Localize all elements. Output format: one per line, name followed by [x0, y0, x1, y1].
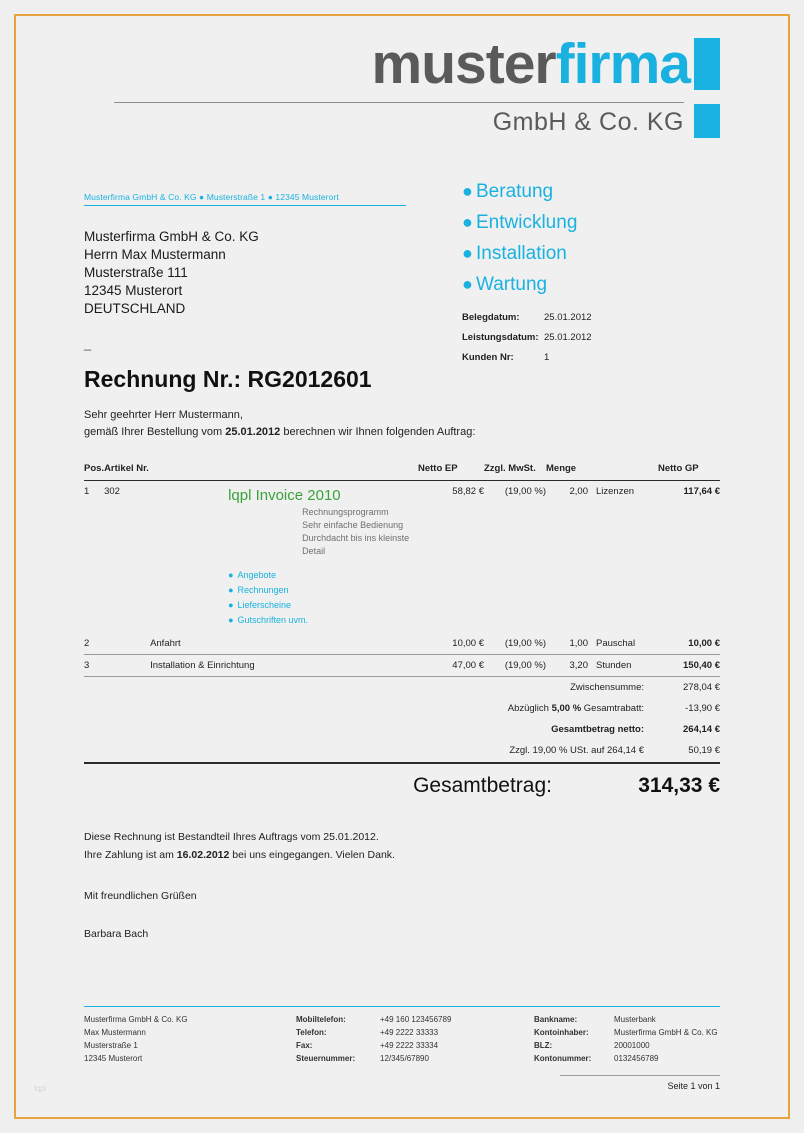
- footer-line: [296, 1039, 534, 1052]
- signature-name: Barbara Bach: [84, 928, 149, 940]
- letterhead: [84, 16, 720, 156]
- feature-label: Gutschriften uvm.: [237, 615, 309, 625]
- closing-text-b: bei uns eingegangen. Vielen Dank.: [229, 849, 395, 861]
- cell-article: 302: [104, 486, 120, 497]
- footer-line: Musterfirma GmbH & Co. KG: [84, 1015, 188, 1024]
- footer-line: Musterstraße 1: [84, 1041, 138, 1050]
- recipient-dash: _: [84, 336, 92, 351]
- bullet-icon: ●: [228, 600, 234, 610]
- table-row: [84, 481, 720, 634]
- totals-row: [84, 719, 720, 740]
- invoice-intro: [84, 407, 720, 441]
- footer-value: 20001000: [614, 1041, 650, 1050]
- bullet-icon: ●: [462, 212, 473, 232]
- bullet-icon: ●: [228, 570, 234, 580]
- meta-label: Kunden Nr:: [462, 352, 514, 363]
- footer-line: [296, 1013, 534, 1026]
- footer-value: +49 2222 33334: [380, 1041, 439, 1050]
- footer-contact-column: [296, 1013, 534, 1065]
- service-item: [462, 207, 577, 238]
- product-sub-line: Sehr einfache Bedienung: [302, 520, 404, 530]
- service-item: [462, 176, 577, 207]
- product-feature: [228, 598, 418, 613]
- discount-text-b: Gesamtrabatt:: [581, 703, 644, 714]
- footer-line: [296, 1052, 534, 1065]
- sender-address-line: Musterfirma GmbH & Co. KG ● Musterstraße 1 ● 12345 Musterort: [84, 192, 406, 206]
- intro-order-date: 25.01.2012: [225, 426, 281, 438]
- cell-netto-ep: 47,00 €: [418, 655, 484, 677]
- totals-value: 264,14 €: [683, 724, 720, 735]
- footer-line: 12345 Musterort: [84, 1054, 143, 1063]
- footer-value: Musterfirma GmbH & Co. KG: [614, 1028, 718, 1037]
- product-sub-line: Durchdacht bis ins kleinste Detail: [302, 533, 410, 556]
- cell-unit: Stunden: [588, 655, 658, 677]
- product-sub-line: Rechnungsprogramm: [302, 507, 389, 517]
- company-logo: [371, 32, 720, 96]
- footer-label: Telefon:: [296, 1028, 327, 1037]
- meta-label: Belegdatum:: [462, 312, 520, 323]
- cell-description: [150, 481, 418, 634]
- recipient-line-4: 12345 Musterort: [84, 283, 183, 298]
- service-label: Wartung: [476, 274, 548, 295]
- cell-netto-ep: 10,00 €: [418, 633, 484, 655]
- page-footer: [84, 1006, 720, 1065]
- footer-value: 0132456789: [614, 1054, 659, 1063]
- logo-divider: [114, 102, 684, 103]
- cell-netto-gp: 150,40 €: [658, 655, 720, 677]
- meta-row: [462, 348, 592, 368]
- table-header-row: [84, 463, 720, 481]
- cell-pos: 2: [84, 633, 104, 655]
- table-row: [84, 655, 720, 677]
- service-item: [462, 269, 577, 300]
- discount-percent: 5,00 %: [551, 703, 582, 714]
- footer-label: Steuernummer:: [296, 1054, 356, 1063]
- bullet-icon: ●: [462, 181, 473, 201]
- feature-label: Lieferscheine: [237, 600, 292, 610]
- footer-line: [534, 1013, 718, 1026]
- meta-row: [462, 328, 592, 348]
- footer-line: [296, 1026, 534, 1039]
- document-meta: [462, 308, 592, 368]
- cell-description: Installation & Einrichtung: [150, 655, 418, 677]
- totals-value: 50,19 €: [658, 740, 720, 763]
- totals-label: Zzgl. 19,00 % USt. auf 264,14 €: [84, 740, 658, 763]
- totals-row: [84, 698, 720, 719]
- footer-line: [534, 1039, 718, 1052]
- page-number: Seite 1 von 1: [560, 1075, 720, 1091]
- footer-value: 12/345/67890: [380, 1054, 429, 1063]
- footer-label: BLZ:: [534, 1041, 553, 1050]
- intro-text-a: gemäß Ihrer Bestellung vom: [84, 426, 226, 438]
- logo-text-secondary: firma: [555, 32, 690, 96]
- service-label: Beratung: [476, 181, 554, 202]
- totals-label: Zwischensumme:: [570, 682, 644, 693]
- grand-total-label: Gesamtbetrag:: [413, 774, 552, 797]
- intro-greeting: Sehr geehrter Herr Mustermann,: [84, 409, 243, 421]
- table-row: [84, 633, 720, 655]
- line-items-table: [84, 463, 720, 677]
- discount-text-a: Abzüglich: [507, 703, 552, 714]
- totals-value: 278,04 €: [683, 682, 720, 693]
- cell-description: Anfahrt: [150, 633, 418, 655]
- logo-square-accent-icon: [694, 104, 720, 138]
- recipient-line-1: Musterfirma GmbH & Co. KG: [84, 229, 259, 244]
- logo-square-icon: [694, 38, 720, 90]
- footer-line: Max Mustermann: [84, 1028, 146, 1037]
- invoice-sheet: [14, 14, 790, 1119]
- cell-menge: 1,00: [546, 633, 588, 655]
- totals-label: Gesamtbetrag netto:: [551, 724, 644, 735]
- recipient-line-5: DEUTSCHLAND: [84, 301, 186, 316]
- header-mwst: Zzgl. MwSt.: [484, 463, 546, 481]
- logo-subtitle: GmbH & Co. KG: [492, 108, 684, 136]
- footer-label: Bankname:: [534, 1015, 578, 1024]
- totals-table: [84, 677, 720, 764]
- cell-mwst: (19,00 %): [484, 633, 546, 655]
- footer-value: Musterbank: [614, 1015, 656, 1024]
- product-feature-list: [150, 568, 418, 628]
- footer-line: [534, 1026, 718, 1039]
- cell-unit: Lizenzen: [596, 486, 635, 497]
- closing-regards: Mit freundlichen Grüßen: [84, 890, 197, 902]
- recipient-line-2: Herrn Max Mustermann: [84, 247, 226, 262]
- footer-label: Mobiltelefon:: [296, 1015, 346, 1024]
- footer-line: [534, 1052, 718, 1065]
- cell-mwst: (19,00 %): [484, 655, 546, 677]
- footer-label: Fax:: [296, 1041, 313, 1050]
- meta-value: 25.01.2012: [544, 312, 592, 323]
- header-description: [150, 463, 418, 481]
- header-netto-ep: Netto EP: [418, 463, 484, 481]
- cell-pos: 1: [84, 486, 90, 497]
- footer-value: +49 160 123456789: [380, 1015, 452, 1024]
- feature-label: Angebote: [237, 570, 277, 580]
- grand-total-row: [84, 774, 720, 802]
- product-feature: [228, 613, 418, 628]
- intro-text-b: berechnen wir Ihnen folgenden Auftrag:: [280, 426, 476, 438]
- bullet-icon: ●: [462, 274, 473, 294]
- cell-article: [104, 655, 150, 677]
- footer-value: +49 2222 33333: [380, 1028, 439, 1037]
- cell-netto-gp: 10,00 €: [658, 633, 720, 655]
- meta-value: 1: [544, 352, 550, 363]
- logo-text-primary: muster: [371, 32, 556, 96]
- recipient-address: [84, 228, 259, 318]
- cell-mwst: (19,00 %): [504, 486, 546, 497]
- closing-line-2: [84, 846, 720, 864]
- grand-total-value: 314,33 €: [638, 774, 720, 797]
- cell-netto-ep: 58,82 €: [452, 486, 484, 497]
- header-article: Artikel Nr.: [104, 463, 150, 481]
- recipient-line-3: Musterstraße 111: [84, 265, 188, 280]
- product-name: lqpl Invoice 2010: [228, 487, 341, 504]
- meta-value: 25.01.2012: [544, 332, 592, 343]
- cell-unit: Pauschal: [588, 633, 658, 655]
- product-feature: [228, 583, 418, 598]
- cell-article: [104, 633, 150, 655]
- totals-row: [84, 677, 720, 698]
- closing-line-1: Diese Rechnung ist Bestandteil Ihres Auftrags vom 25.01.2012.: [84, 831, 379, 843]
- footer-label: Kontonummer:: [534, 1054, 592, 1063]
- bullet-icon: ●: [228, 585, 234, 595]
- footer-label: Kontoinhaber:: [534, 1028, 589, 1037]
- closing-text-a: Ihre Zahlung ist am: [84, 849, 177, 861]
- totals-label-discount: [84, 698, 658, 719]
- cell-menge: 2,00: [569, 486, 588, 497]
- service-item: [462, 238, 577, 269]
- bullet-icon: ●: [228, 615, 234, 625]
- service-label: Entwicklung: [476, 212, 578, 233]
- totals-value: -13,90 €: [685, 703, 720, 714]
- invoice-title: Rechnung Nr.: RG2012601: [84, 366, 372, 392]
- cell-netto-gp: 117,64 €: [683, 486, 720, 497]
- product-feature: [228, 568, 418, 583]
- header-menge: Menge: [546, 463, 588, 481]
- header-pos: Pos.: [84, 463, 104, 481]
- closing-text: [84, 828, 720, 864]
- header-netto-gp: Netto GP: [658, 463, 720, 481]
- bullet-icon: ●: [462, 243, 473, 263]
- header-unit: [588, 463, 658, 481]
- footer-bank-column: [534, 1013, 718, 1065]
- meta-label: Leistungsdatum:: [462, 332, 539, 343]
- cell-menge: 3,20: [546, 655, 588, 677]
- services-list: [462, 176, 577, 300]
- cell-pos: 3: [84, 655, 104, 677]
- payment-date: 16.02.2012: [176, 849, 230, 861]
- address-block: [84, 156, 720, 363]
- service-label: Installation: [476, 243, 567, 264]
- intro-order-line: [84, 424, 720, 441]
- meta-row: [462, 308, 592, 328]
- totals-row: [84, 740, 720, 763]
- feature-label: Rechnungen: [237, 585, 289, 595]
- watermark-label: lqpl: [34, 1084, 47, 1093]
- footer-company-column: [84, 1013, 296, 1065]
